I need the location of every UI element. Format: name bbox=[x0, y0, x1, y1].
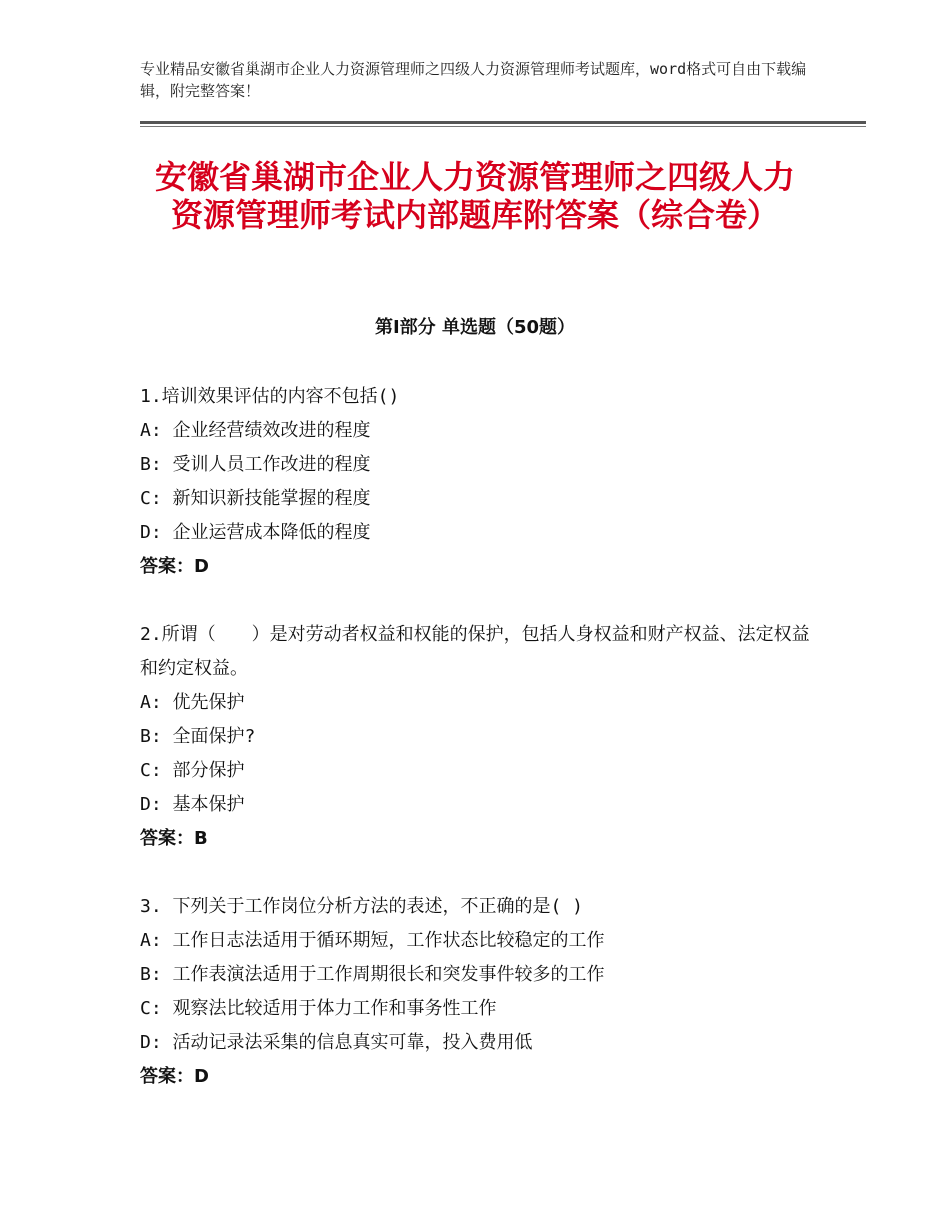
section-title: 第Ⅰ部分 单选题（50题） bbox=[374, 317, 575, 338]
answer-label: 答案：B bbox=[140, 828, 208, 849]
question-stem: 2.所谓（ ）是对劳动者权益和权能的保护，包括人身权益和财产权益、法定权益和约定权益。 bbox=[140, 624, 810, 679]
option-a: A: 工作日志法适用于循环期短，工作状态比较稳定的工作 bbox=[140, 930, 605, 951]
option-b: B: 受训人员工作改进的程度 bbox=[140, 454, 371, 475]
header-divider-thin bbox=[140, 126, 866, 127]
option-b: B: 工作表演法适用于工作周期很长和突发事件较多的工作 bbox=[140, 964, 605, 985]
document-title: 安徽省巢湖市企业人力资源管理师之四级人力资源管理师考试内部题库附答案（综合卷） bbox=[154, 158, 795, 234]
question-stem: 3. 下列关于工作岗位分析方法的表述，不正确的是( ) bbox=[140, 896, 584, 917]
question-1 bbox=[140, 380, 810, 584]
option-a: A: 企业经营绩效改进的程度 bbox=[140, 420, 371, 441]
answer-label: 答案：D bbox=[140, 1066, 209, 1087]
option-d: D: 基本保护 bbox=[140, 794, 245, 815]
option-c: C: 观察法比较适用于体力工作和事务性工作 bbox=[140, 998, 497, 1019]
option-c: C: 部分保护 bbox=[140, 760, 245, 781]
header-note: 专业精品安徽省巢湖市企业人力资源管理师之四级人力资源管理师考试题库，word格式可自由下载编辑，附完整答案！ bbox=[140, 60, 807, 100]
answer-label: 答案：D bbox=[140, 556, 209, 577]
option-d: D: 活动记录法采集的信息真实可靠，投入费用低 bbox=[140, 1032, 533, 1053]
option-b: B: 全面保护? bbox=[140, 726, 256, 747]
question-2 bbox=[140, 618, 810, 856]
question-3 bbox=[140, 890, 810, 1094]
question-stem: 1.培训效果评估的内容不包括() bbox=[140, 386, 400, 407]
question-list bbox=[140, 380, 810, 1128]
header-divider-thick bbox=[140, 121, 866, 124]
option-a: A: 优先保护 bbox=[140, 692, 245, 713]
option-c: C: 新知识新技能掌握的程度 bbox=[140, 488, 371, 509]
option-d: D: 企业运营成本降低的程度 bbox=[140, 522, 371, 543]
